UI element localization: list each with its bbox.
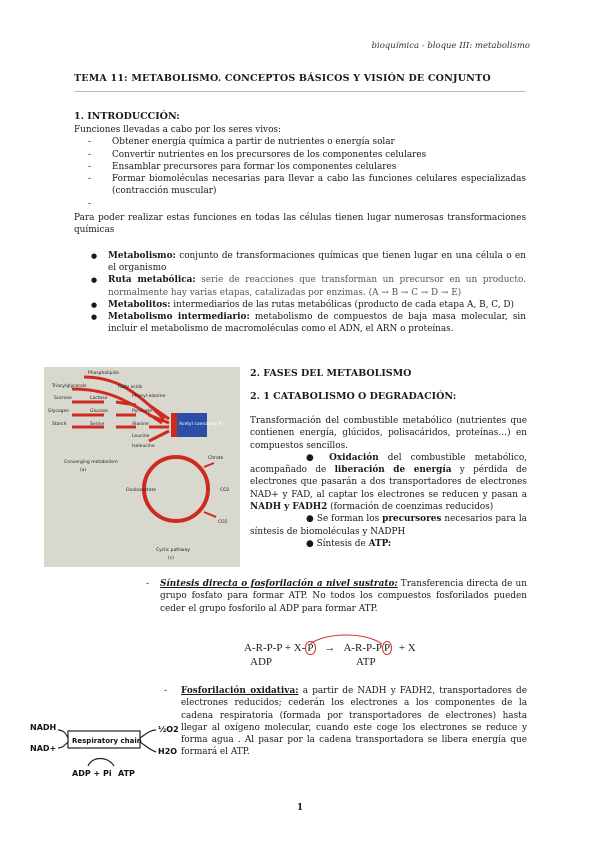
def-term: Metabolismo: (108, 250, 176, 261)
text: (formación de coenzimas reducidos) (327, 502, 494, 513)
fig-label: Glucose (90, 409, 108, 414)
fig-label: CO2 (218, 520, 228, 525)
fig-label: CO2 (220, 488, 230, 493)
fig-o2: ½O2 (158, 725, 179, 734)
oxidation-paragraph: ● Oxidación del combustible metabólico, acompañado de liberación de energía y pérdida de electrones que pasarán a dos transportadores de electrones NAD+ y FAD, al captar los electrones se reducen y pasan a NADH y FADH2 (formación de coenzimas reducidos) (250, 452, 527, 513)
fig-label: (a) (80, 468, 87, 473)
text: y pérdida de electrones que pasarán a dos transportadores de electrones NAD+ y FAD, al captar los electrones se reducen y pasan a (250, 465, 527, 500)
transfer-arrow (306, 634, 386, 646)
intro-lead: Funciones llevadas a cabo por los seres vivos: (74, 125, 281, 135)
fig-adp: ADP + Pi (72, 769, 112, 778)
list-item (74, 250, 526, 275)
def-term: Ruta metabólica: (108, 275, 196, 286)
fig-nadh: NADH (30, 723, 57, 732)
fig-label: Acetyl coenzyme A (179, 422, 222, 427)
phases-section (250, 368, 527, 550)
fig-label: Lactose (90, 396, 108, 401)
term: Oxidación (329, 452, 379, 463)
term: precursores (382, 514, 442, 525)
term: Fosforilación oxidativa: (181, 686, 299, 696)
substrate-paragraph (146, 578, 527, 615)
list-item: - Formar biomoléculas necesarias para llevar a cabo las funciones celulares especializadas (contracción muscular) (74, 173, 526, 198)
fig-label: Glycogen (48, 409, 70, 414)
eq-tail: + X (398, 642, 416, 654)
catabolism-heading: 2. 1 CATABOLISMO O DEGRADACIÓN: (250, 391, 457, 402)
fig-label: Pyruvate (132, 409, 153, 414)
running-header: bioquímica - bloque III: metabolismo (371, 41, 530, 51)
eq-phosphate-1: P (307, 642, 314, 654)
fig-label: Phenyl-alanine (132, 394, 166, 399)
atp-bullet: ● Síntesis de ATP: (306, 538, 392, 549)
intro-section (74, 111, 526, 336)
def-text: conjunto de transformaciones químicas que tienen lugar en una célula o en el organismo (108, 250, 526, 273)
eq-phosphate-2: P (383, 642, 391, 654)
title-divider (74, 91, 526, 92)
definitions-list (74, 250, 526, 336)
text: necesarios para la síntesis de biomoléculas y NADPH (250, 514, 527, 537)
intro-paragraph: Para poder realizar estas funciones en todas las células tienen lugar numerosas transformaciones químicas (74, 213, 526, 236)
def-term: Metabolitos: (108, 299, 171, 310)
fig-label: Converging metabolism (64, 460, 118, 465)
eq-right: A-R-P-P (343, 642, 382, 654)
def-text: serie de reacciones que transforman un precursor en un producto. normalmente hay varias etapas, catalizadas por enzimas. (108, 275, 526, 298)
eq-arrow: → (324, 642, 336, 654)
text: Transferencia directa de un grupo fosfato para formar ATP. No todos los compuestos fosforilados pueden ceder el grupo fosforilo al ADP para formar ATP. (160, 579, 527, 614)
fig-h2o: H2O (158, 747, 178, 756)
fig-label: (c) (168, 556, 174, 561)
intro-heading: 1. INTRODUCCIÓN: (74, 111, 180, 122)
eq-left: A-R-P-P + X- (244, 642, 306, 654)
phases-heading: 2. FASES DEL METABOLISMO (250, 368, 412, 379)
dash: - (164, 686, 167, 696)
fig-atp: ATP (118, 769, 135, 778)
catabolism-paragraph: Transformación del combustible metabólico (nutrientes que contienen energía, glúcidos, polisacáridos, proteínas…) en compuestos sencillos. (250, 416, 527, 451)
fig-label: Isoleucine (132, 444, 155, 449)
dash: - (146, 579, 149, 589)
fig-chain-label: Respiratory chain (72, 737, 142, 745)
list-item (74, 311, 526, 336)
list-item (74, 274, 526, 299)
fig-label: Triacylglycerols (52, 384, 87, 389)
eq-atp: ATP (356, 656, 376, 668)
fig-label: Serine (90, 422, 105, 427)
fig-nad: NAD+ (30, 744, 57, 753)
eq-adp: ADP (250, 656, 273, 668)
functions-list (74, 136, 526, 210)
metabolism-figure (44, 367, 240, 567)
fig-label: Citrate (208, 456, 224, 461)
def-term: Metabolismo intermediario: (108, 312, 250, 323)
precursors-paragraph: ● Se forman los precursores necesarios para la síntesis de biomoléculas y NADPH (250, 514, 527, 537)
list-item: - Obtener energía química a partir de nutrientes o energía solar (74, 136, 526, 148)
list-item: - Convertir nutrientes en los precursores de los componentes celulares (74, 149, 526, 161)
fig-label: Fatty acids (118, 385, 143, 390)
page-number: 1 (296, 803, 304, 813)
text: Síntesis de (316, 538, 369, 549)
def-text: intermediarios de las rutas metabólicas (producto de cada etapa A, B, C, D) (170, 299, 514, 310)
respiratory-chain-figure (28, 720, 188, 780)
list-item (74, 299, 526, 311)
term: Síntesis directa o fosforilación a nivel sustrato: (160, 579, 398, 589)
fig-label: Starch (52, 422, 67, 427)
fig-label: Leucine (132, 434, 150, 439)
fig-label: Phospholipids (88, 371, 119, 376)
fig-label: Cyclic pathway (156, 548, 191, 553)
term: NADH y FADH2 (250, 502, 328, 513)
list-item: - Ensamblar precursores para formar los componentes celulares (74, 161, 526, 173)
def-text: metabolismo de compuestos de baja masa molecular, sin incluir el metabolismo de macromoléculas como el ADN, el ARN o proteínas. (108, 312, 526, 335)
text: Se forman los (316, 514, 383, 525)
page-title: TEMA 11: METABOLISMO. CONCEPTOS BÁSICOS Y VISIÓN DE CONJUNTO (74, 73, 491, 84)
fig-label: Sucrose (54, 396, 72, 401)
text: del combustible metabólico, acompañado de (250, 452, 527, 476)
fig-label: Oxaloacetate (126, 488, 157, 493)
def-sequence: (A → B → C → D → E) (368, 287, 462, 298)
term: liberación de energía (334, 465, 452, 476)
term: ATP: (368, 538, 392, 549)
list-item-empty (74, 198, 526, 210)
text: a partir de NADH y FADH2, transportadores de electrones reducidos; cederán los electrones a los componentes de la cadena respiratoria (formada por transportadores de electrones) hasta llegar al oxígeno molecular, cuando este coge los electrones se reduce y forma agua . Al pasar por la cadena transportadora se libera energía que formará el ATP. (181, 686, 527, 758)
fig-label: Alanine (132, 422, 149, 427)
